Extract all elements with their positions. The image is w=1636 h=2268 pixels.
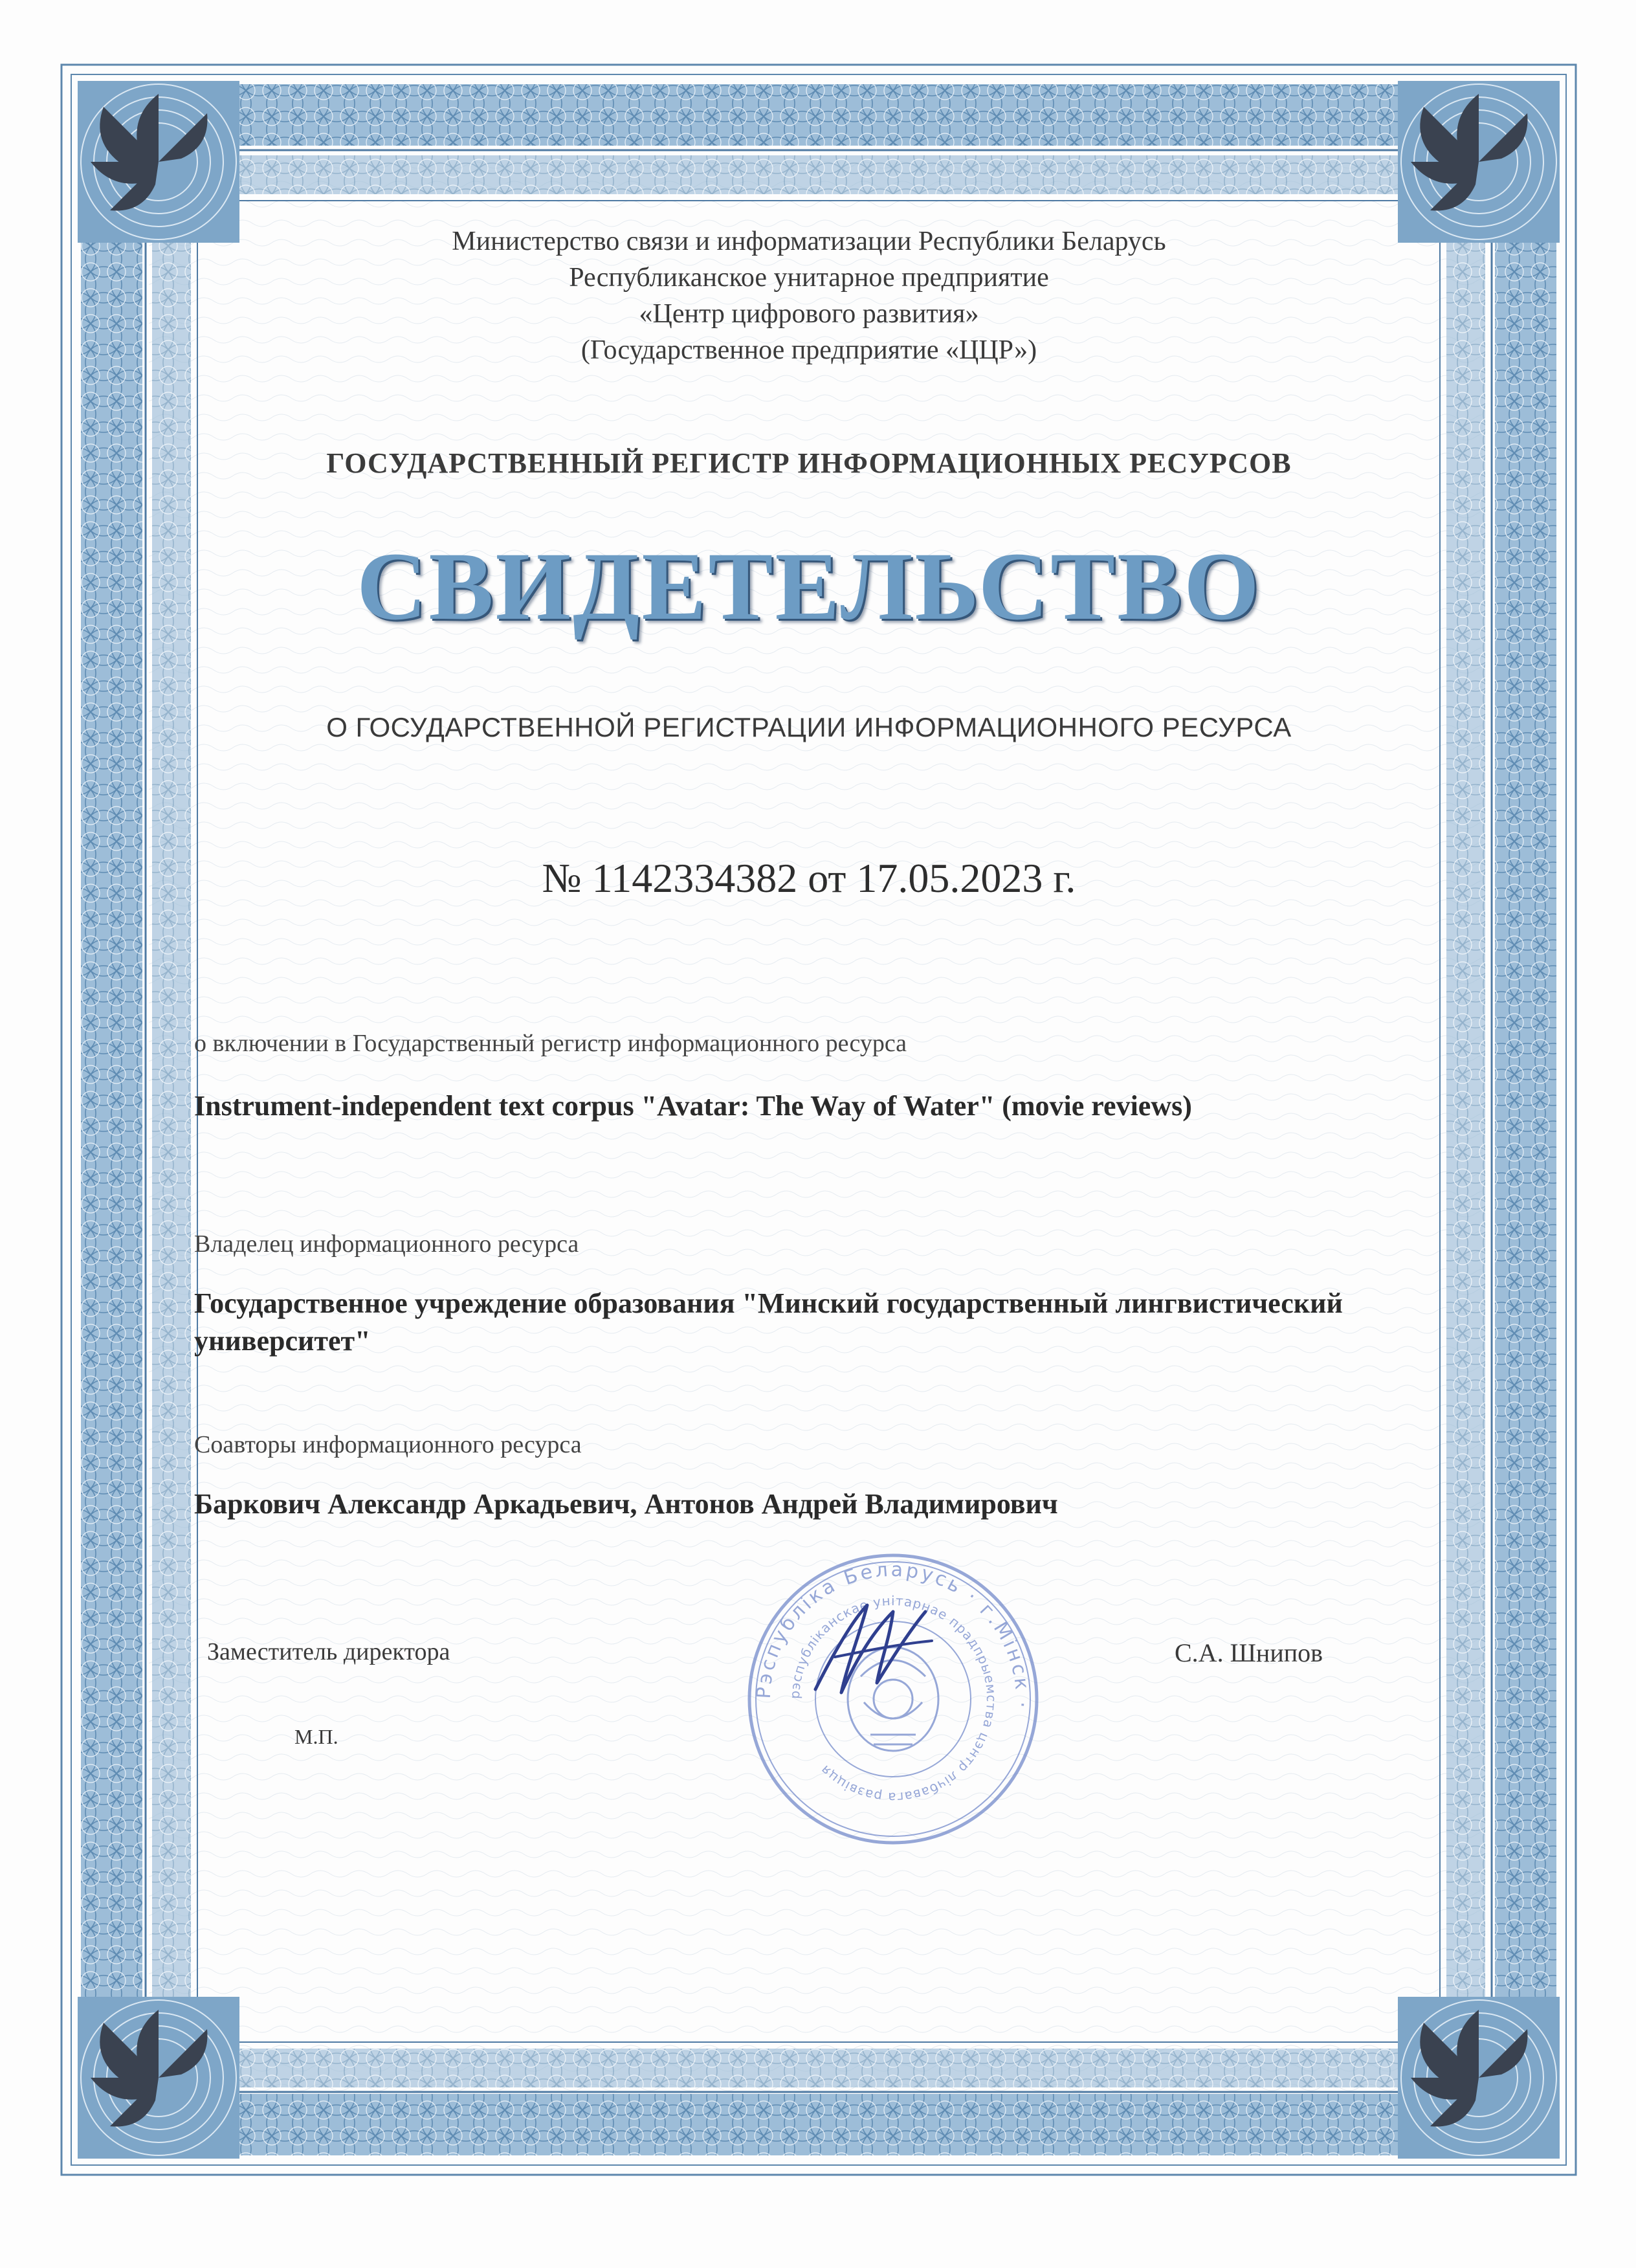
resource-name: Instrument-independent text corpus "Avatar: The Way of Water" (movie reviews) — [194, 1090, 1192, 1122]
signatory-name: С.А. Шнипов — [1175, 1638, 1323, 1667]
owner-name: Государственное учреждение образования "Минский государственный лингвистический университет" — [194, 1287, 1343, 1357]
enterprise-name: «Центр цифрового развития» — [639, 299, 979, 329]
coauthors-label: Соавторы информационного ресурса — [194, 1431, 582, 1458]
stamp-place-abbr: М.П. — [294, 1725, 338, 1748]
svg-text:Рэспубліка Беларусь · г.Мінск: Рэспубліка Беларусь · г.Мінск · — [752, 1558, 1034, 1711]
svg-text:рэспубліканскае унітарнае прад: рэспубліканскае унітарнае прадпрыемства цэнтр лічбавага развіцця — [786, 1592, 1000, 1806]
owner-label: Владелец информационного ресурса — [194, 1230, 579, 1258]
signatory-position: Заместитель директора — [207, 1638, 450, 1665]
certificate-title: СВИДЕТЕЛЬСТВО — [357, 533, 1261, 640]
issuer-header — [214, 223, 1404, 368]
ministry-name: Министерство связи и информатизации Республики Беларусь — [452, 227, 1166, 256]
director-signature — [796, 1579, 951, 1722]
coauthors-names: Баркович Александр Аркадьевич, Антонов Андрей Владимирович — [194, 1488, 1058, 1520]
certificate-subtitle: О ГОСУДАРСТВЕННОЙ РЕГИСТРАЦИИ ИНФОРМАЦИОННОГО РЕСУРСА — [326, 712, 1292, 742]
certificate-number: № 1142334382 от 17.05.2023 г. — [542, 855, 1076, 901]
inclusion-label: о включении в Государственный регистр информационного ресурса — [194, 1030, 907, 1057]
enterprise-type: Республиканское унитарное предприятие — [569, 263, 1049, 293]
enterprise-short-name: (Государственное предприятие «ЦЦР») — [580, 335, 1037, 365]
register-title: ГОСУДАРСТВЕННЫЙ РЕГИСТР ИНФОРМАЦИОННЫХ РЕСУРСОВ — [326, 447, 1292, 479]
